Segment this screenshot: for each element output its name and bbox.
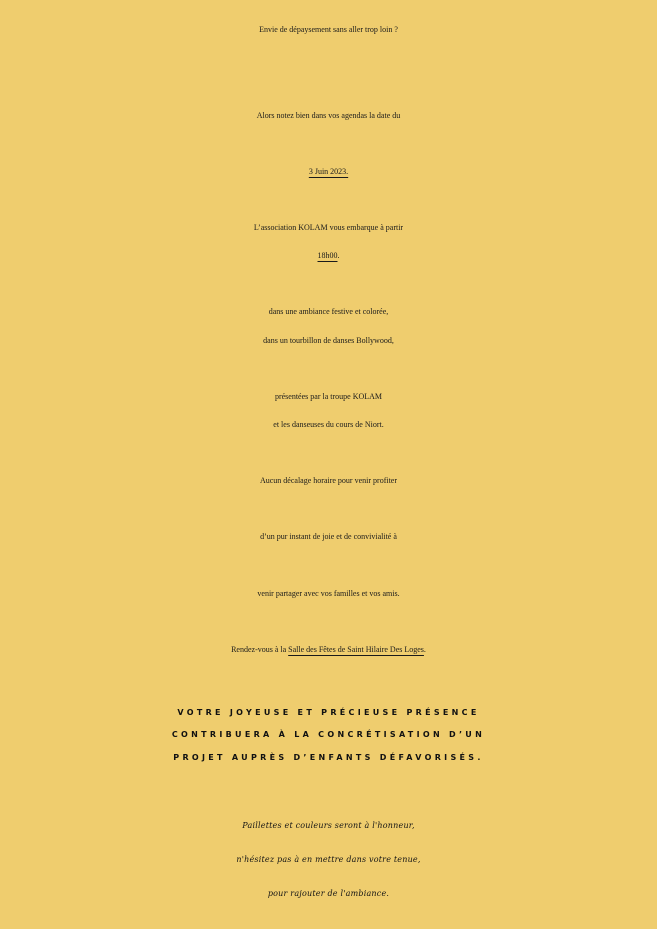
highlight-line-2: CONTRIBUERA À LA CONCRÉTISATION D’UN	[171, 730, 486, 739]
closing-line-3: pour rajouter de l'ambiance.	[267, 889, 390, 898]
joy-line-2: d’un pur instant de joie et de convivialité à	[260, 532, 397, 541]
closing-line-1: Paillettes et couleurs seront à l'honneur,	[242, 821, 415, 830]
highlight-line-3: PROJET AUPRÈS D’ENFANTS DÉFAVORISÉS.	[173, 753, 484, 762]
joy-line-3: venir partager avec vos familles et vos amis.	[257, 589, 400, 598]
closing-line-2: n'hésitez pas à en mettre dans votre tenue,	[236, 855, 421, 864]
intro-note-date: Alors notez bien dans vos agendas la date du	[256, 111, 401, 120]
highlight-line-1: VOTRE JOYEUSE ET PRÉCIEUSE PRÉSENCE	[177, 708, 480, 717]
venue-suffix: .	[423, 645, 426, 654]
event-time	[0, 242, 657, 270]
troupe-line-2: et les danseuses du cours de Niort.	[273, 420, 384, 429]
event-date-text: 3 Juin 2023.	[308, 167, 349, 176]
ambiance-line-1: dans une ambiance festive et colorée,	[268, 307, 389, 316]
venue-name: Salle des Fêtes de Saint Hilaire Des Loges	[288, 645, 424, 654]
event-time-suffix: .	[337, 251, 340, 260]
venue-line	[0, 636, 657, 664]
intro-question: Envie de dépaysement sans aller trop loin ?	[259, 25, 398, 34]
ambiance-line-2: dans un tourbillon de danses Bollywood,	[263, 336, 394, 345]
troupe-line-1: présentées par la troupe KOLAM	[274, 392, 383, 401]
event-date	[0, 158, 657, 186]
joy-line-1: Aucun décalage horaire pour venir profiter	[259, 476, 398, 485]
intro-embark: L’association KOLAM vous embarque à partir	[253, 223, 404, 232]
event-time-text: 18h00	[317, 251, 338, 260]
venue-prefix: Rendez-vous à la	[231, 645, 289, 654]
